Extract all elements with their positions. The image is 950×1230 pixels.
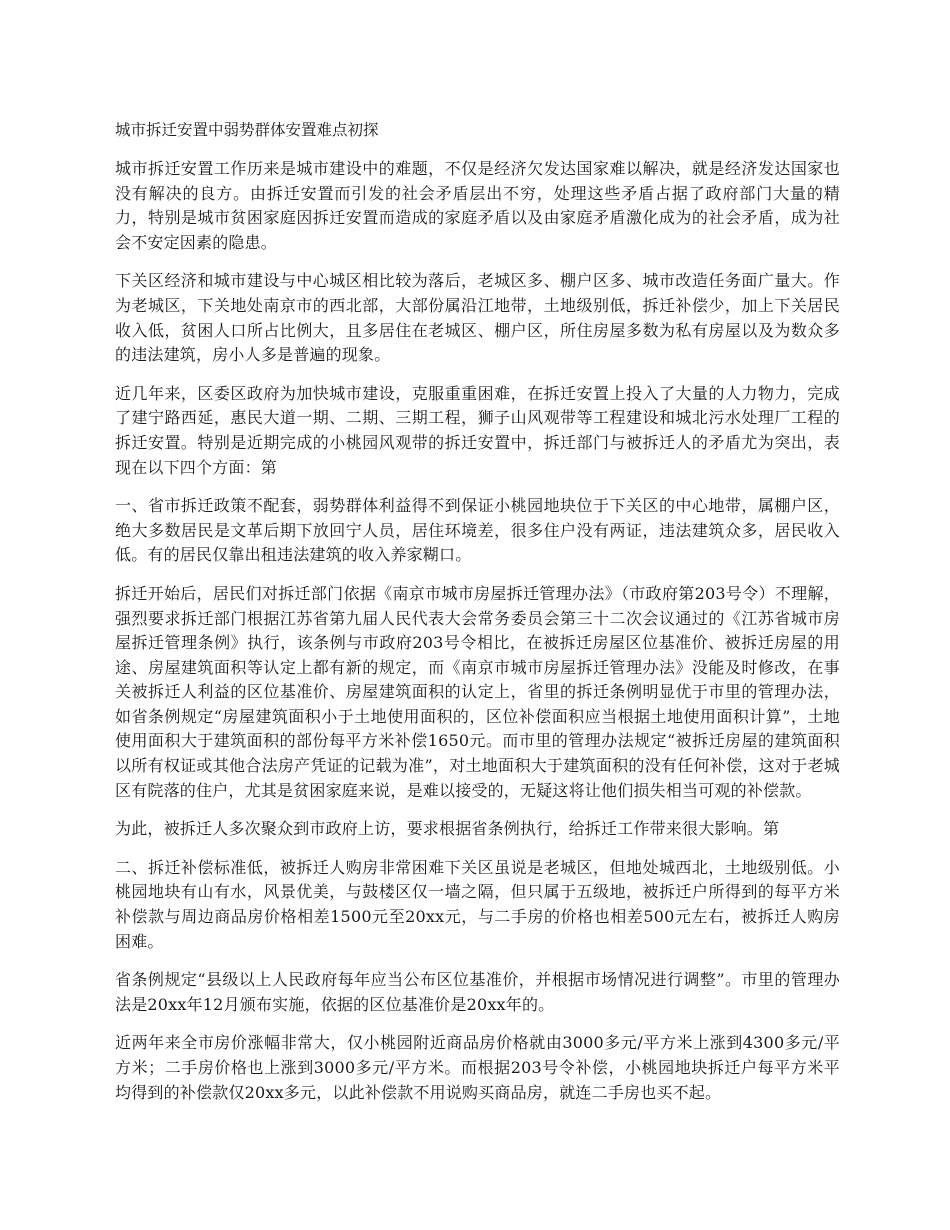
document-page <box>115 118 840 1119</box>
paragraph-regulation-conflict: 拆迁开始后，居民们对拆迁部门依据《南京市城市房屋拆迁管理办法》（市政府第203号令）不理解，强烈要求拆迁部门根据江苏省第九届人民代表大会常务委员会第三十二次会议通过的《江苏省城市房屋拆迁管理条例》执行，该条例与市政府203号令相比，在被拆迁房屋区位基准价、被拆迁房屋的用途、房屋建筑面积等认定上都有新的规定，而《南京市城市房屋拆迁管理办法》没能及时修改，在事关被拆迁人利益的区位基准价、房屋建筑面积的认定上，省里的拆迁条例明显优于市里的管理办法，如省条例规定“房屋建筑面积小于土地使用面积的，区位补偿面积应当根据土地使用面积计算”，土地使用面积大于建筑面积的部份每平方米补偿1650元。而市里的管理办法规定“被拆迁房屋的建筑面积以所有权证或其他合法房产凭证的记载为准”，对土地面积大于建筑面积的没有任何补偿，这对于老城区有院落的住户，尤其是贫困家庭来说，是难以接受的，无疑这将让他们损失相当可观的补偿款。 <box>115 583 840 800</box>
paragraph-province-rule: 省条例规定“县级以上人民政府每年应当公布区位基准价，并根据市场情况进行调整”。市里的管理办法是20xx年12月颁布实施，依据的区位基准价是20xx年的。 <box>115 970 840 1014</box>
paragraph-intro: 城市拆迁安置工作历来是城市建设中的难题，不仅是经济欠发达国家难以解决，就是经济发达国家也没有解决的良方。由拆迁安置而引发的社会矛盾层出不穷，处理这些矛盾占据了政府部门大量的精力，特别是城市贫困家庭因拆迁安置而造成的家庭矛盾以及由家庭矛盾激化成为的社会矛盾，成为社会不安定因素的隐患。 <box>115 159 840 252</box>
document-title: 城市拆迁安置中弱势群体安置难点初探 <box>115 121 379 139</box>
paragraph-petition: 为此，被拆迁人多次聚众到市政府上访，要求根据省条例执行，给拆迁工作带来很大影响。第 <box>115 819 780 839</box>
paragraph-point-two: 二、拆迁补偿标准低，被拆迁人购房非常困难下关区虽说是老城区，但地处城西北，土地级别低。小桃园地块有山有水，风景优美，与鼓楼区仅一墙之隔，但只属于五级地，被拆迁户所得到的每平方米补偿款与周边商品房价格相差1500元至20xx元，与二手房的价格也相差500元左右，被拆迁人购房困难。 <box>115 857 840 951</box>
paragraph-recent-years: 近几年来，区委区政府为加快城市建设，克服重重困难，在拆迁安置上投入了大量的人力物力，完成了建宁路西延，惠民大道一期、二期、三期工程，狮子山风观带等工程建设和城北污水处理厂工程的拆迁安置。特别是近期完成的小桃园风观带的拆迁安置中，拆迁部门与被拆迁人的矛盾尤为突出，表现在以下四个方面：第 <box>115 383 840 477</box>
paragraph-housing-prices: 近两年来全市房价涨幅非常大，仅小桃园附近商品房价格就由3000多元/平方米上涨到4300多元/平方米；二手房价格也上涨到3000多元/平方米。而根据203号令补偿，小桃园地块拆迁户每平方米平均得到的补偿款仅20xx多元，以此补偿款不用说购买商品房，就连二手房也买不起。 <box>115 1033 840 1102</box>
paragraph-xiaguan-background: 下关区经济和城市建设与中心城区相比较为落后，老城区多、棚户区多、城市改造任务面广量大。作为老城区，下关地处南京市的西北部，大部份属沿江地带，土地级别低，拆迁补偿少，加上下关居民收入低，贫困人口所占比例大，且多居住在老城区、棚户区，所住房屋多数为私有房屋以及为数众多的违法建筑，房小人多是普遍的现象。 <box>115 271 840 365</box>
paragraph-point-one: 一、省市拆迁政策不配套，弱势群体利益得不到保证小桃园地块位于下关区的中心地带，属棚户区，绝大多数居民是文革后期下放回宁人员，居住环境差，很多住户没有两证，违法建筑众多，居民收入低。有的居民仅靠出租违法建筑的收入养家糊口。 <box>115 496 840 565</box>
